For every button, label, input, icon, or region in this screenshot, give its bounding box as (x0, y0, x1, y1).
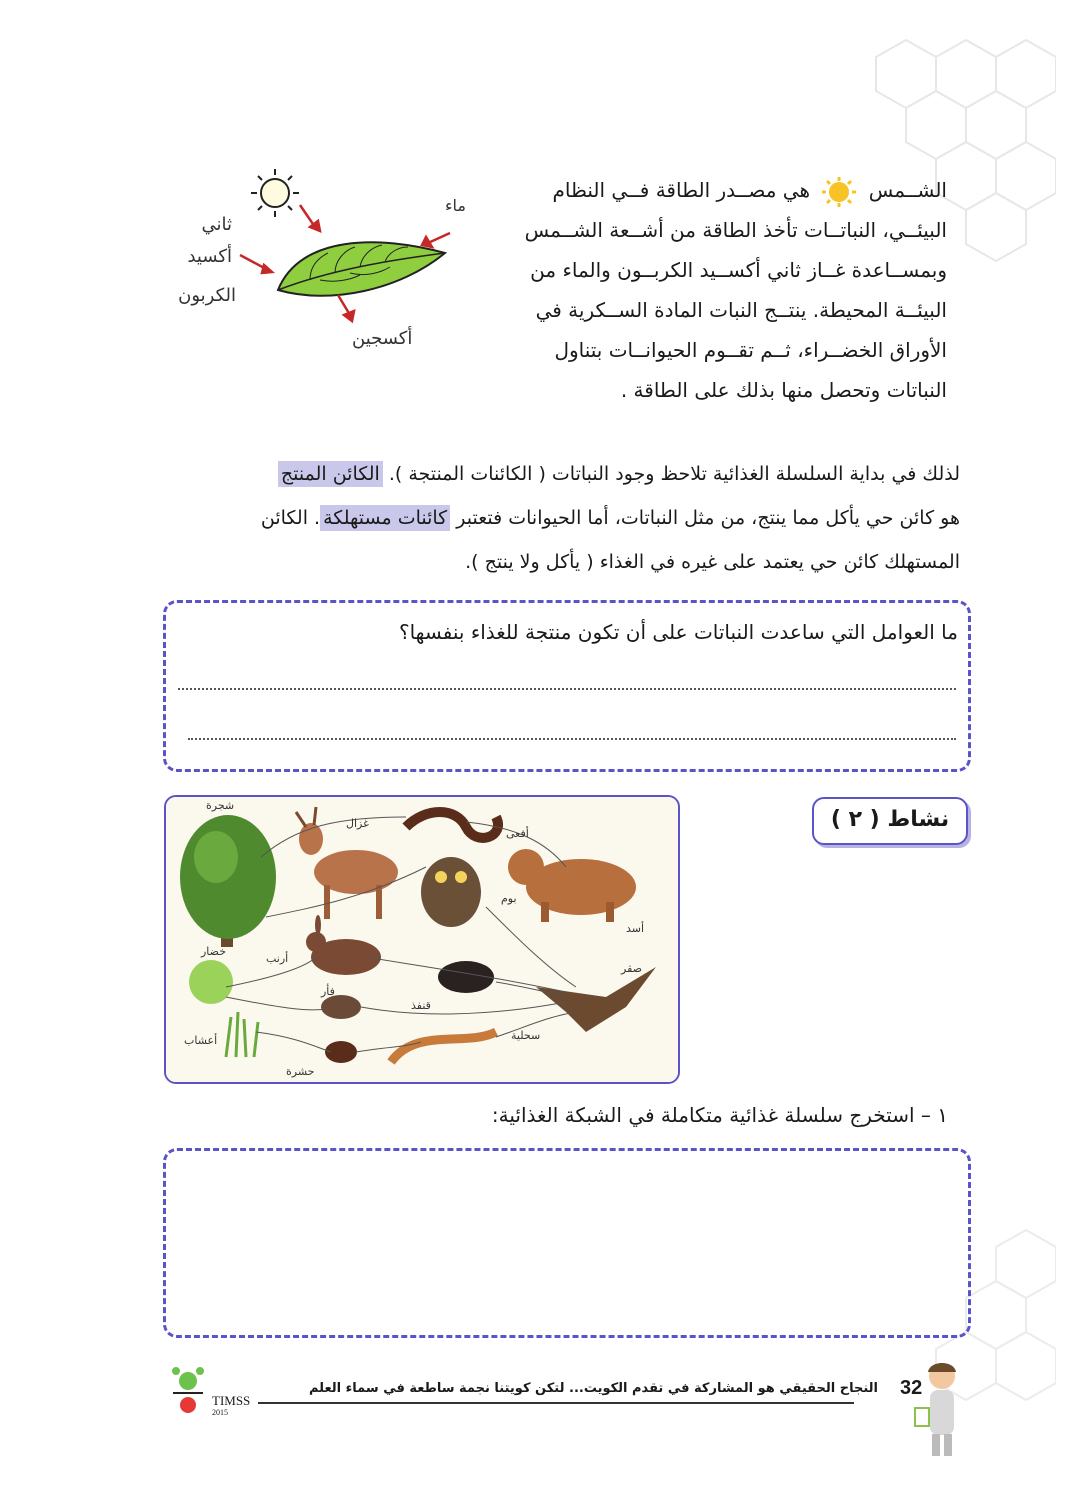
intro-line-1-text: هي مصــدر الطاقة فــي النظام (552, 178, 810, 202)
answer-line-1[interactable] (178, 688, 956, 690)
label-insect: حشرة (286, 1065, 315, 1078)
intro-line-2: البيئــي، النباتــات تأخذ الطاقة من أشــعة الشــمس (524, 218, 947, 242)
footer-page-number: 32 (900, 1377, 923, 1399)
definition-line-2-text: هو كائن حي يأكل مما ينتج، من مثل النباتات، أما الحيوانات فتعتبر (456, 507, 960, 529)
label-rabbit: أرنب (266, 952, 289, 965)
owl-icon (421, 857, 481, 927)
label-lion: أسد (626, 922, 645, 935)
answer-line-2[interactable] (188, 738, 956, 740)
producer-term: الكائن المنتج (278, 461, 383, 487)
food-web-illustration (166, 797, 678, 1082)
intro-paragraph (515, 170, 947, 410)
label-snake: أفعى (506, 827, 529, 840)
label-lizard: سحلية (511, 1029, 541, 1042)
label-deer: غزال (346, 817, 369, 830)
timss-logo-text: TIMSS (212, 1393, 251, 1408)
sun-inline-icon (816, 177, 862, 207)
label-owl: بوم (501, 892, 517, 905)
intro-line-3: وبمســاعدة غــاز ثاني أكســيد الكربــون والماء من (530, 258, 947, 282)
intro-line-4: البيئــة المحيطة. ينتــج النبات المادة الســكرية في (535, 298, 947, 322)
sun-word: الشــمس (868, 178, 947, 202)
label-tree: شجرة (206, 799, 235, 812)
timss-logo-year: 2015 (212, 1408, 228, 1417)
intro-line-6: النباتات وتحصل منها بذلك على الطاقة . (620, 378, 947, 402)
definition-line-3: المستهلك كائن حي يعتمد على غيره في الغذاء ( يأكل ولا ينتج ). (465, 551, 960, 573)
timss-logo-icon (168, 1365, 218, 1415)
co2-label-line1: ثاني (201, 214, 232, 235)
mouse-icon (321, 995, 361, 1019)
consumer-term: كائنات مستهلكة (320, 505, 450, 531)
leaf-icon (278, 242, 445, 295)
definition-line-2 (150, 496, 960, 540)
label-grass: أعشاب (184, 1034, 218, 1047)
footer-slogan: النجاح الحقيقي هو المشاركة في تقدم الكويت... لتكن كويتنا نجمة ساطعة في سماء العلم (308, 1381, 878, 1396)
question-text: ما العوامل التي ساعدت النباتات على أن تكون منتجة للغذاء بنفسها؟ (398, 620, 958, 644)
task-text: ١ – استخرج سلسلة غذائية متكاملة في الشبكة الغذائية: (491, 1103, 948, 1127)
intro-line-5: الأوراق الخضــراء، ثــم تقــوم الحيوانــات بتناول (554, 338, 947, 362)
label-hedgehog: قنفذ (411, 999, 431, 1012)
definition-line-1-text: لذلك في بداية السلسلة الغذائية تلاحظ وجود النباتات ( الكائنات المنتجة ). (388, 463, 960, 485)
co2-label-line2: أكسيد (187, 246, 232, 267)
definitions-paragraph (150, 452, 960, 584)
co2-label-line3: الكربون (178, 285, 236, 306)
label-vegetables: خضار (201, 945, 227, 958)
activity-badge: نشاط ( ٢ ) (812, 797, 968, 845)
answer-box[interactable] (163, 1148, 971, 1338)
definition-line-1 (150, 452, 960, 496)
oxygen-label: أكسجين (352, 328, 413, 349)
food-web-image (164, 795, 680, 1084)
label-hawk: صقر (621, 962, 642, 975)
footer-rule (258, 1402, 854, 1404)
label-mouse: فأر (321, 985, 335, 998)
sun-icon (251, 169, 299, 217)
intro-line-1 (515, 170, 947, 210)
water-label: ماء (445, 196, 466, 215)
student-mascot-icon (912, 1360, 972, 1460)
definition-line-2-suffix: . الكائن (260, 507, 321, 529)
